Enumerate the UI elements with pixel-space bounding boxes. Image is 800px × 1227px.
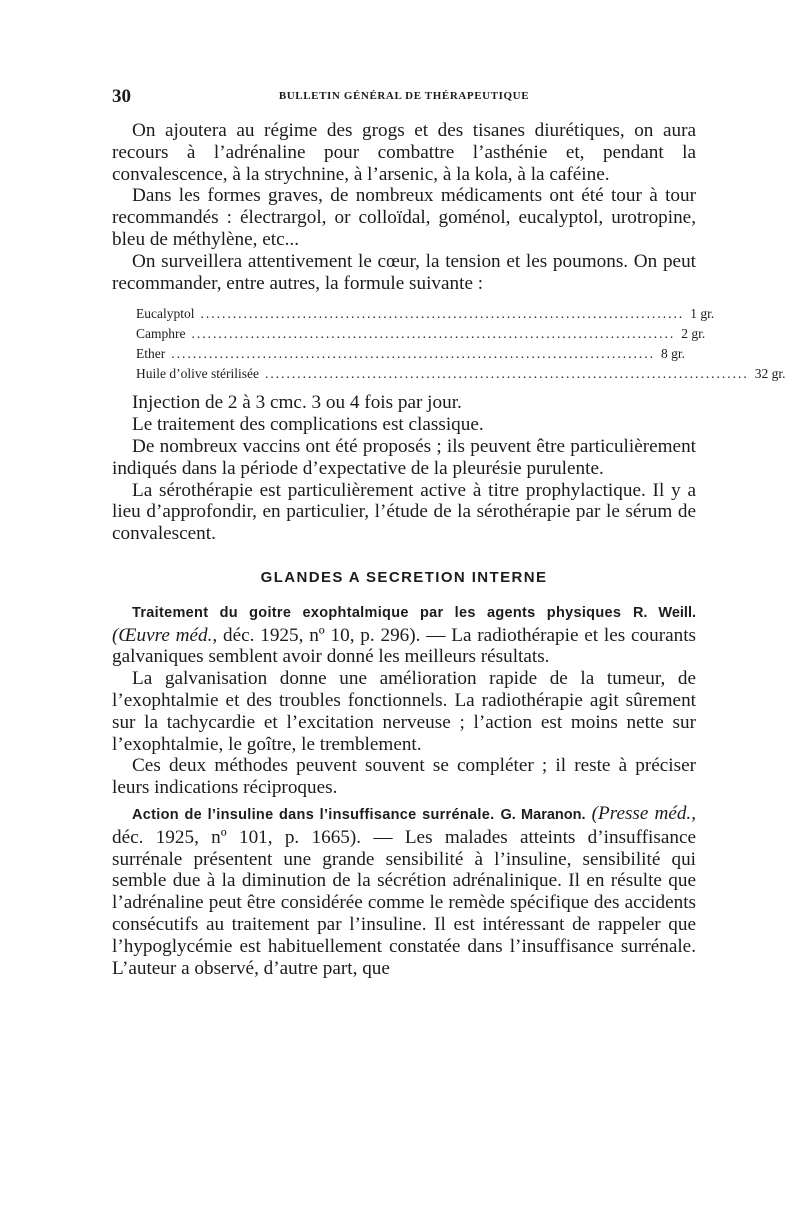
formula-row <box>136 304 715 324</box>
ingredient-name: Ether <box>136 346 166 362</box>
page-number: 30 <box>112 86 131 107</box>
article-abstract <box>112 601 696 668</box>
paragraph: On ajoutera au régime des grogs et des tisanes diurétiques, on aura recours à l’adrénaline pour combattre l’asthénie et, pendant la convalescence, à la strychnine, à l’arsenic, à la kola, à la caféine. <box>112 120 696 185</box>
paragraph: Ces deux méthodes peuvent souvent se compléter ; il reste à préciser leurs indications réciproques. <box>112 755 696 799</box>
paragraph: De nombreux vaccins ont été proposés ; ils peuvent être particulièrement indiqués dans la période d’expectative de la pleurésie purulente. <box>112 435 696 479</box>
ingredient-name: Camphre <box>136 326 186 342</box>
article-text: — Les malades atteints d’insuffisance surrénale présentent une grande sensibilité à l’insuline, sensibilité qui semble due à la diminution de la sécrétion adrénalinique. Il en résulte que l’adrénaline peut être considérée comme le remède spécifique des accidents consécutifs au traitement par l’insuline. Il est intéressant de rappeler que l’hypoglycémie est habituellement constatée dans l’insuffisance surrénale. L’auteur a observé, d’autre part, que <box>112 826 696 979</box>
ingredient-quantity: 8 gr. <box>661 346 686 362</box>
article-reference: déc. 1925, nº 101, p. 1665). <box>112 826 362 848</box>
paragraph: La sérothérapie est particulièrement active à titre prophylactique. Il y a lieu d’approfondir, en particulier, l’étude de la sérothérapie par le sérum de convalescent. <box>112 479 696 545</box>
paragraph: Dans les formes graves, de nombreux médicaments ont été tour à tour recommandés : électrargol, or colloïdal, goménol, eucalyptol, urotropine, bleu de méthylène, etc... <box>112 185 696 250</box>
page-body <box>112 120 786 979</box>
leader-dots: .......................................................................................... <box>200 306 685 322</box>
formula-row <box>136 344 684 364</box>
article-author: G. Maranon. <box>500 806 586 823</box>
article-title: Action de l’insuline dans l’insuffisance surrénale. <box>132 806 495 823</box>
formula-row <box>136 364 786 384</box>
article-abstract <box>112 803 696 979</box>
paragraph: La galvanisation donne une amélioration rapide de la tumeur, de l’exophtalmie et des troubles fonctionnels. La radiothérapie agit sûrement sur la tachycardie et l’excitation nerveuse ; l’action est moins nette sur l’exophtalmie, le goître, le tremblement. <box>112 668 696 755</box>
ingredient-quantity: 32 gr. <box>754 366 786 382</box>
leader-dots: .......................................................................................... <box>264 366 749 382</box>
article-reference: déc. 1925, nº 10, p. 296). <box>223 624 421 646</box>
formula-table <box>136 304 786 384</box>
ingredient-quantity: 1 gr. <box>690 306 715 322</box>
page-header <box>112 86 696 110</box>
article-title: Traitement du goitre exophtalmique par les agents physiques <box>132 604 622 621</box>
paragraph: On surveillera attentivement le cœur, la tension et les poumons. On peut recommander, entre autres, la formule suivante : <box>112 250 696 294</box>
paragraph: Le traitement des complications est classique. <box>132 414 484 436</box>
running-title: BULLETIN GÉNÉRAL DE THÉRAPEUTIQUE <box>278 90 530 102</box>
leader-dots: .......................................................................................... <box>191 326 676 342</box>
leader-dots: .......................................................................................... <box>171 346 655 362</box>
ingredient-name: Huile d’olive stérilisée <box>136 366 259 382</box>
section-heading: GLANDES A SECRETION INTERNE <box>260 568 548 586</box>
ingredient-quantity: 2 gr. <box>681 326 706 342</box>
article-author: R. Weill. <box>632 604 696 621</box>
article-text: — La radiothérapie et les courants galvaniques semblent avoir donné les meilleurs résultats. <box>112 624 697 668</box>
paragraph: Injection de 2 à 3 cmc. 3 ou 4 fois par jour. <box>132 392 462 414</box>
journal-name: (Presse méd., <box>591 802 697 824</box>
formula-row <box>136 324 706 344</box>
journal-name: (Œuvre méd., <box>112 624 218 646</box>
ingredient-name: Eucalyptol <box>136 306 195 322</box>
